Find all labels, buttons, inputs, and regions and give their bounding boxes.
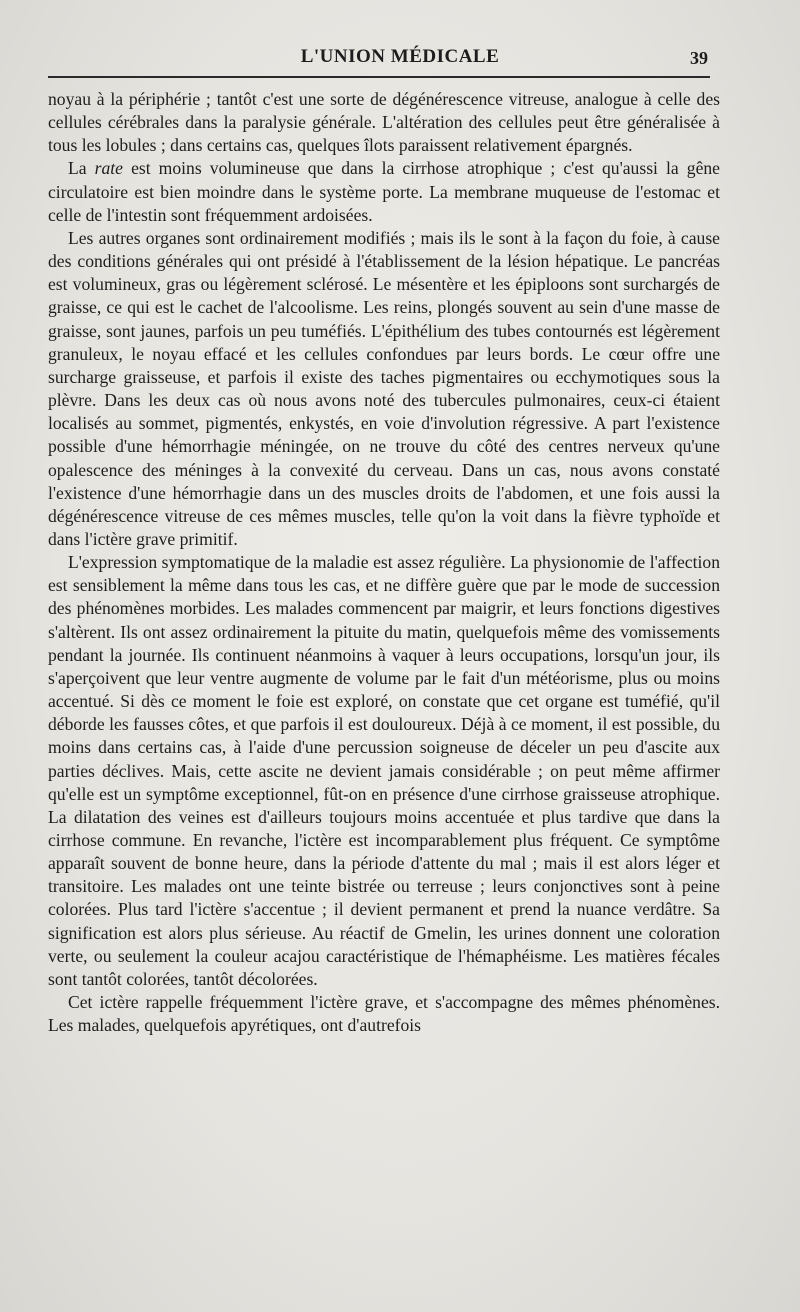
header-rule <box>48 76 710 78</box>
page-number: 39 <box>690 48 708 68</box>
paragraph-icterus: Cet ictère rappelle fréquemment l'ictère grave, et s'accompagne des mêmes phénomènes. Les malades, quelquefois apyrétiques, ont d'autrefois <box>48 992 720 1036</box>
paragraph-spleen-start: La <box>68 158 95 179</box>
page-header <box>0 40 800 80</box>
italic-term-rate: rate <box>94 158 123 179</box>
paragraph-spleen-rest: est moins volumineuse que dans la cirrhose atrophique ; c'est qu'aussi la gêne circulatoire est bien moindre dans le système porte. La membrane muqueuse de l'estomac et celle de l'intestin sont fréquemment ardoisées. <box>48 158 720 225</box>
paragraph-spleen <box>48 157 720 226</box>
paragraph-other-organs: Les autres organes sont ordinairement modifiés ; mais ils le sont à la façon du foie, à cause des conditions générales qui ont présidé à l'établissement de la lésion hépatique. Le pancréas est volumineux, gras ou légèrement sclérosé. Le mésentère et les épiploons sont surchargés de graisse, ce qui est le cachet de l'alcoolisme. Les reins, plongés souvent au sein d'une masse de graisse, sont jaunes, parfois un peu tuméfiés. L'épithélium des tubes contournés est légèrement granuleux, le noyau effacé et les cellules confondues par leurs bords. Le cœur offre une surcharge graisseuse, et parfois il existe des taches pigmentaires ou ecchymotiques sous la plèvre. Dans les deux cas où nous avons noté des tubercules pulmonaires, ceux-ci étaient localisés au sommet, pigmentés, enkystés, en voie d'involution régressive. A part l'existence possible d'une hémorrhagie méningée, on ne trouve du côté des centres nerveux qu'une opalescence des méninges à la convexité du cerveau. Dans un cas, nous avons constaté l'existence d'une hémorrhagie dans un des muscles droits de l'abdomen, et une fois aussi la dégénérescence vitreuse de ces mêmes muscles, telle qu'on la voit dans la fièvre typhoïde et dans l'ictère grave primitif. <box>48 227 720 549</box>
running-title: L'UNION MÉDICALE <box>300 46 500 67</box>
body-text <box>48 88 720 1037</box>
paragraph-symptoms: L'expression symptomatique de la maladie est assez régulière. La physionomie de l'affection est sensiblement la même dans tous les cas, et ne diffère guère que par le mode de succession des phénomènes morbides. Les malades commencent par maigrir, et leurs fonctions digestives s'altèrent. Ils ont assez ordinairement la pituite du matin, quelquefois même des vomissements pendant la journée. Ils continuent néanmoins à vaquer à leurs occupations, lorsqu'un jour, ils s'aperçoivent que leur ventre augmente de volume par le fait d'un météorisme, plus ou moins accentué. Si dès ce moment le foie est exploré, on constate que cet organe est tuméfié, qu'il déborde les fausses côtes, et que parfois il est douloureux. Déjà à ce moment, il est possible, du moins dans certains cas, à l'aide d'une percussion soigneuse de déceler un peu d'ascite aux parties déclives. Mais, cette ascite ne devient jamais considérable ; on peut même affirmer qu'elle est un symptôme exceptionnel, fût-on en présence d'une cirrhose graisseuse atrophique. La dilatation des veines est d'ailleurs toujours moins accentuée et plus tardive que dans la cirrhose commune. En revanche, l'ictère est incomparablement plus fréquent. Ce symptôme apparaît souvent de bonne heure, dans la période d'attente du mal ; mais il est alors léger et transitoire. Les malades ont une teinte bistrée ou terreuse ; leurs conjonctives sont à peine colorées. Plus tard l'ictère s'accentue ; il devient permanent et prend la nuance verdâtre. Sa signification est alors plus sérieuse. Au réactif de Gmelin, les urines donnent une coloration verte, ou seulement la couleur acajou caractéristique de l'hémaphéisme. Les matières fécales sont tantôt colorées, tantôt décolorées. <box>48 552 720 989</box>
paragraph-liver-cells: noyau à la périphérie ; tantôt c'est une sorte de dégénérescence vitreuse, analogue à celle des cellules cérébrales dans la paralysie générale. L'altération des cellules peut être généralisée à tous les lobules ; dans certains cas, quelques îlots paraissent relativement épargnés. <box>48 89 720 156</box>
